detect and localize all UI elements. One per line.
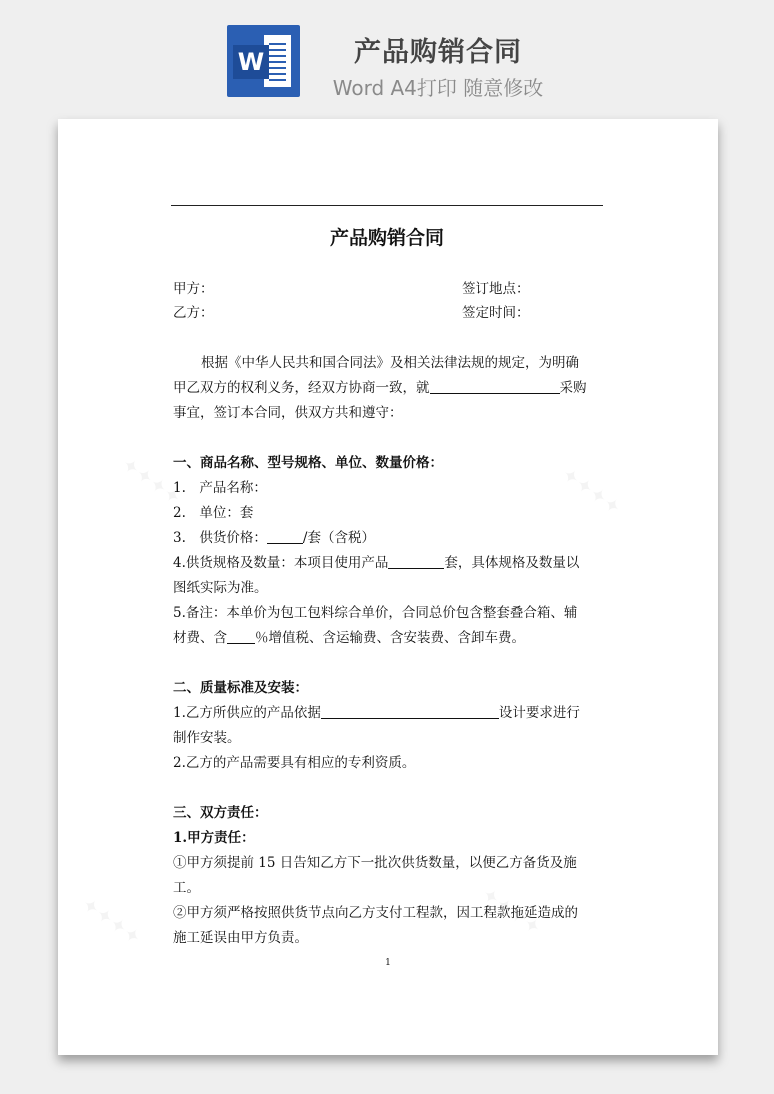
party-b-label: 乙方： [173, 305, 214, 321]
s1-item-2: 2. 单位：套 [173, 505, 254, 521]
s1-item-5: 5.备注：本单价为包工包料综合单价，合同总价包含整套叠合箱、辅 [173, 605, 578, 621]
s1-item-5-cont [173, 628, 525, 648]
s3-item-1: ①甲方须提前 15 日告知乙方下一批次供货数量，以便乙方备货及施 [173, 855, 577, 871]
document-title: 产品购销合同 [329, 227, 444, 249]
page-number: 1 [385, 958, 391, 968]
s3-item-2: ②甲方须严格按照供货节点向乙方支付工程款，因工程款拖延造成的 [173, 905, 578, 921]
party-a-label: 甲方： [173, 281, 214, 297]
header-rule [171, 205, 603, 206]
s1-item-5-end: ％增值税、含运输费、含安装费、含卸车费。 [255, 630, 525, 646]
s1-item-3-end: /套（含税） [302, 530, 375, 546]
s2-item-1-cont: 制作安装。 [173, 730, 241, 746]
s1-item-3 [173, 528, 375, 548]
word-icon-letter: W [233, 45, 269, 79]
sign-time-label: 签定时间： [462, 305, 530, 321]
s1-item-4-cont: 图纸实际为准。 [173, 580, 268, 596]
s2-item-1-text: 1.乙方所供应的产品依据 [173, 705, 321, 721]
blank-field [267, 529, 303, 544]
s3-item-2-cont: 施工延误由甲方负责。 [173, 930, 308, 946]
document-page [58, 119, 718, 1055]
s2-item-1 [173, 703, 580, 723]
banner-subtitle: Word A4打印 随意修改 [332, 76, 544, 100]
s1-item-4 [173, 553, 579, 573]
word-icon [227, 25, 300, 97]
s2-item-2: 2.乙方的产品需要具有相应的专利资质。 [173, 755, 416, 771]
s2-item-1-end: 设计要求进行 [498, 705, 580, 721]
s3-item-1-cont: 工。 [173, 880, 200, 896]
intro-line-1: 根据《中华人民共和国合同法》及相关法律法规的规定，为明确 [201, 355, 579, 371]
s1-item-1: 1. 产品名称： [173, 480, 267, 496]
banner-title: 产品购销合同 [354, 37, 522, 68]
header-banner [0, 0, 774, 118]
intro-line-3: 事宜，签订本合同，供双方共和遵守： [173, 405, 403, 421]
section-2-heading: 二、质量标准及安装： [173, 680, 308, 696]
s3-subheading: 1.甲方责任： [173, 830, 255, 846]
blank-field [321, 704, 499, 719]
section-3-heading: 三、双方责任： [173, 805, 268, 821]
section-1-heading: 一、商品名称、型号规格、单位、数量价格： [173, 455, 443, 471]
watermark [557, 462, 626, 520]
intro-line-2-text: 甲乙双方的权利义务，经双方协商一致，就 [173, 380, 430, 396]
s1-item-4-end: 套，具体规格及数量以 [444, 555, 580, 571]
intro-line-2-end: 采购 [559, 380, 587, 396]
sign-place-label: 签订地点： [462, 281, 530, 297]
watermark [77, 892, 146, 950]
s1-item-5-text: 材费、含 [173, 630, 227, 646]
intro-line-2 [173, 378, 587, 398]
s1-item-4-text: 4.供货规格及数量：本项目使用产品 [173, 555, 389, 571]
blank-field [388, 554, 444, 569]
blank-field [227, 629, 255, 644]
blank-field [430, 379, 560, 394]
s1-item-3-text: 3. 供货价格： [173, 530, 267, 546]
